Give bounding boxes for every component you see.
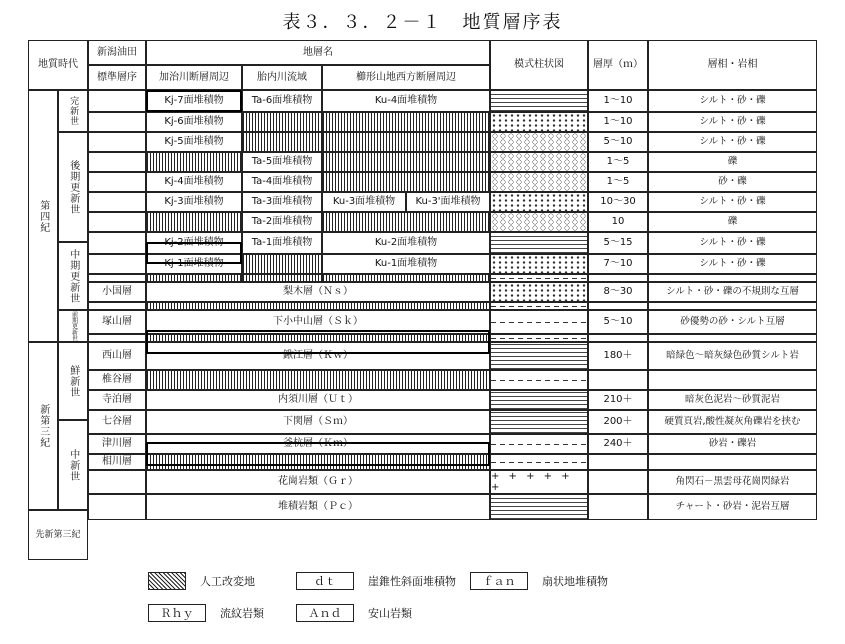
row-facies: 砂岩・礫岩 [648, 434, 817, 454]
row-niigata [88, 334, 146, 342]
row-kaji [146, 152, 242, 172]
header-area1: 加治川断層周辺 [146, 65, 242, 90]
row-thickness [588, 302, 648, 310]
header-area3: 櫛形山地西方断層周辺 [322, 65, 490, 90]
row-tainai [242, 132, 322, 152]
row-facies: 礫 [648, 212, 817, 232]
row-column-pattern [490, 390, 588, 410]
row-niigata [88, 192, 146, 212]
header-area2: 胎内川流域 [242, 65, 322, 90]
row-column-pattern [490, 342, 588, 370]
row-niigata [88, 494, 146, 520]
highlight-kj7 [146, 90, 242, 112]
row-niigata [88, 254, 146, 274]
row-kushi [322, 152, 490, 172]
row-kushi2: Ku-3'面堆積物 [406, 192, 490, 212]
row-thickness: 240＋ [588, 434, 648, 454]
row-span-strata: 花崗岩類（Ｇｒ） [146, 470, 490, 494]
legend-dt-code: ｄｔ [296, 572, 354, 590]
legend-artificial-label: 人工改変地 [200, 575, 255, 588]
row-niigata: 寺泊層 [88, 390, 146, 410]
row-kushi: Ku-1面堆積物 [322, 254, 490, 274]
row-facies: シルト・砂・礫 [648, 132, 817, 152]
row-kaji [146, 212, 242, 232]
epoch-pliocene: 鮮新世 [58, 342, 88, 420]
row-facies [648, 302, 817, 310]
row-kushi [322, 132, 490, 152]
row-tainai: Ta-3面堆積物 [242, 192, 322, 212]
row-column-pattern [490, 192, 588, 212]
row-kaji: Kj-4面堆積物 [146, 172, 242, 192]
row-niigata [88, 470, 146, 494]
header-niigata: 新潟油田 [88, 40, 146, 65]
row-facies [648, 274, 817, 282]
row-span-strata: 下小中山層（Ｓｋ） [146, 310, 490, 334]
legend-dt [296, 572, 456, 590]
row-kushi [322, 112, 490, 132]
row-column-pattern [490, 282, 588, 302]
row-facies: シルト・砂・礫 [648, 192, 817, 212]
row-column-pattern [490, 212, 588, 232]
row-facies: 礫 [648, 152, 817, 172]
row-span-strata: 下関層（Ｓｍ） [146, 410, 490, 434]
epoch-miocene: 中新世 [58, 420, 88, 510]
row-kaji [146, 274, 242, 282]
row-tainai [242, 112, 322, 132]
row-thickness: 1～5 [588, 152, 648, 172]
row-niigata [88, 112, 146, 132]
row-thickness: 7～10 [588, 254, 648, 274]
row-thickness: 210＋ [588, 390, 648, 410]
row-facies: 硬質頁岩,酸性凝灰角礫岩を挟む [648, 410, 817, 434]
row-niigata [88, 274, 146, 282]
epoch-early-pleistocene: 前期更新世 [58, 310, 88, 342]
row-tainai [242, 274, 322, 282]
period-preneogene: 先新第三紀 [28, 510, 88, 560]
row-tainai [242, 254, 322, 274]
row-column-pattern [490, 494, 588, 520]
row-kaji: Kj-5面堆積物 [146, 132, 242, 152]
row-column-pattern [490, 454, 588, 470]
row-thickness [588, 274, 648, 282]
highlight-kj2 [146, 242, 242, 264]
epoch-late-pleistocene: 後期更新世 [58, 132, 88, 242]
header-facies: 層相・岩相 [648, 40, 817, 90]
row-column-pattern [490, 302, 588, 310]
row-column-pattern [490, 410, 588, 434]
highlight-sk [146, 330, 490, 354]
row-span-strata: 釜杭層（Ｋｍ） [146, 434, 490, 454]
row-span-strata: 梨木層（Ｎｓ） [146, 282, 490, 302]
row-tainai: Ta-2面堆積物 [242, 212, 322, 232]
row-thickness: 200＋ [588, 410, 648, 434]
row-thickness: 5～10 [588, 132, 648, 152]
row-kushi [322, 212, 490, 232]
row-column-pattern [490, 434, 588, 454]
row-niigata [88, 212, 146, 232]
row-niigata [88, 302, 146, 310]
row-tainai: Ta-4面堆積物 [242, 172, 322, 192]
header-niigata-std: 標準層序 [88, 65, 146, 90]
row-thickness [588, 494, 648, 520]
row-niigata: 七谷層 [88, 410, 146, 434]
row-span-strata [146, 302, 490, 310]
row-thickness [588, 334, 648, 342]
legend-and-code: Ａｎｄ [296, 604, 354, 622]
row-tainai: Ta-5面堆積物 [242, 152, 322, 172]
legend-rhy [148, 604, 264, 622]
row-thickness: 1～10 [588, 112, 648, 132]
legend-artificial [148, 572, 255, 590]
legend-dt-label: 崖錐性斜面堆積物 [368, 575, 456, 588]
period-quaternary: 第四紀 [28, 90, 58, 342]
row-niigata [88, 132, 146, 152]
row-niigata [88, 90, 146, 112]
row-thickness [588, 370, 648, 390]
row-facies [648, 370, 817, 390]
highlight-sm [146, 442, 490, 466]
header-strata: 地層名 [146, 40, 490, 65]
row-span-strata: 内須川層（Ｕｔ） [146, 390, 490, 410]
row-kushi: Ku-2面堆積物 [322, 232, 490, 254]
legend-rhy-code: Ｒｈｙ [148, 604, 206, 622]
row-thickness: 8～30 [588, 282, 648, 302]
epoch-holocene: 完新世 [58, 90, 88, 132]
epoch-mid-pleistocene: 中期更新世 [58, 242, 88, 310]
row-facies: シルト・砂・礫 [648, 232, 817, 254]
period-neogene: 新第三紀 [28, 342, 58, 510]
row-tainai: Ta-6面堆積物 [242, 90, 322, 112]
legend-fan-label: 扇状地堆積物 [542, 575, 608, 588]
header-thickness: 層厚（ｍ） [588, 40, 648, 90]
legend-fan [470, 572, 608, 590]
row-column-pattern [490, 172, 588, 192]
row-kaji: Kj-2面堆積物 [146, 232, 242, 254]
row-span-strata: 堆積岩類（Ｐｃ） [146, 494, 490, 520]
row-column-pattern [490, 310, 588, 334]
page-title: 表３．３．２－１ 地質層序表 [282, 12, 563, 33]
row-facies: 砂・礫 [648, 172, 817, 192]
row-thickness [588, 454, 648, 470]
row-thickness [588, 470, 648, 494]
row-thickness: 10～30 [588, 192, 648, 212]
legend-fan-code: ｆａｎ [470, 572, 528, 590]
row-column-pattern [490, 90, 588, 112]
row-thickness: 180＋ [588, 342, 648, 370]
row-niigata [88, 172, 146, 192]
row-niigata: 津川層 [88, 434, 146, 454]
row-facies: 角閃石－黒雲母花崗閃緑岩 [648, 470, 817, 494]
row-niigata: 塚山層 [88, 310, 146, 334]
row-thickness: 10 [588, 212, 648, 232]
row-kaji: Kj-6面堆積物 [146, 112, 242, 132]
row-niigata [88, 152, 146, 172]
row-facies: 砂優勢の砂・シルト互層 [648, 310, 817, 334]
row-niigata [88, 232, 146, 254]
row-facies: 暗緑色～暗灰緑色砂質シルト岩 [648, 342, 817, 370]
row-facies [648, 334, 817, 342]
row-column-pattern [490, 112, 588, 132]
row-niigata: 椎谷層 [88, 370, 146, 390]
row-column-pattern [490, 370, 588, 390]
row-niigata: 小国層 [88, 282, 146, 302]
legend-and-label: 安山岩類 [368, 607, 412, 620]
row-column-pattern [490, 232, 588, 254]
legend-artificial-swatch [148, 572, 186, 590]
row-facies: シルト・砂・礫の不規則な互層 [648, 282, 817, 302]
row-column-pattern [490, 334, 588, 342]
row-facies: チャート・砂岩・泥岩互層 [648, 494, 817, 520]
row-span-strata: 鍬江層（Ｋｗ） [146, 342, 490, 370]
row-column-pattern: + + + + + + [490, 470, 588, 494]
row-facies [648, 454, 817, 470]
row-kushi: Ku-4面堆積物 [322, 90, 490, 112]
row-niigata: 相川層 [88, 454, 146, 470]
row-column-pattern [490, 132, 588, 152]
row-tainai: Ta-1面堆積物 [242, 232, 322, 254]
row-thickness: 1～10 [588, 90, 648, 112]
row-thickness: 5～10 [588, 310, 648, 334]
legend-and [296, 604, 412, 622]
row-thickness: 1～5 [588, 172, 648, 192]
row-thickness: 5～15 [588, 232, 648, 254]
stratigraphy-table [28, 40, 817, 560]
header-age: 地質時代 [28, 40, 88, 90]
row-facies: 暗灰色泥岩～砂質泥岩 [648, 390, 817, 410]
row-column-pattern [490, 152, 588, 172]
row-column-pattern [490, 274, 588, 282]
row-kushi [322, 172, 490, 192]
row-span-strata [146, 370, 490, 390]
row-kaji: Kj-3面堆積物 [146, 192, 242, 212]
row-column-pattern [490, 254, 588, 274]
row-kaji: Kj-7面堆積物 [146, 90, 242, 112]
row-facies: シルト・砂・礫 [648, 90, 817, 112]
row-kushi [322, 274, 490, 282]
header-column: 模式柱状図 [490, 40, 588, 90]
row-facies: シルト・砂・礫 [648, 254, 817, 274]
row-kushi: Ku-3面堆積物 [322, 192, 406, 212]
row-kaji: Kj-1面堆積物 [146, 254, 242, 274]
row-facies: シルト・砂・礫 [648, 112, 817, 132]
legend-rhy-label: 流紋岩類 [220, 607, 264, 620]
row-niigata: 西山層 [88, 342, 146, 370]
